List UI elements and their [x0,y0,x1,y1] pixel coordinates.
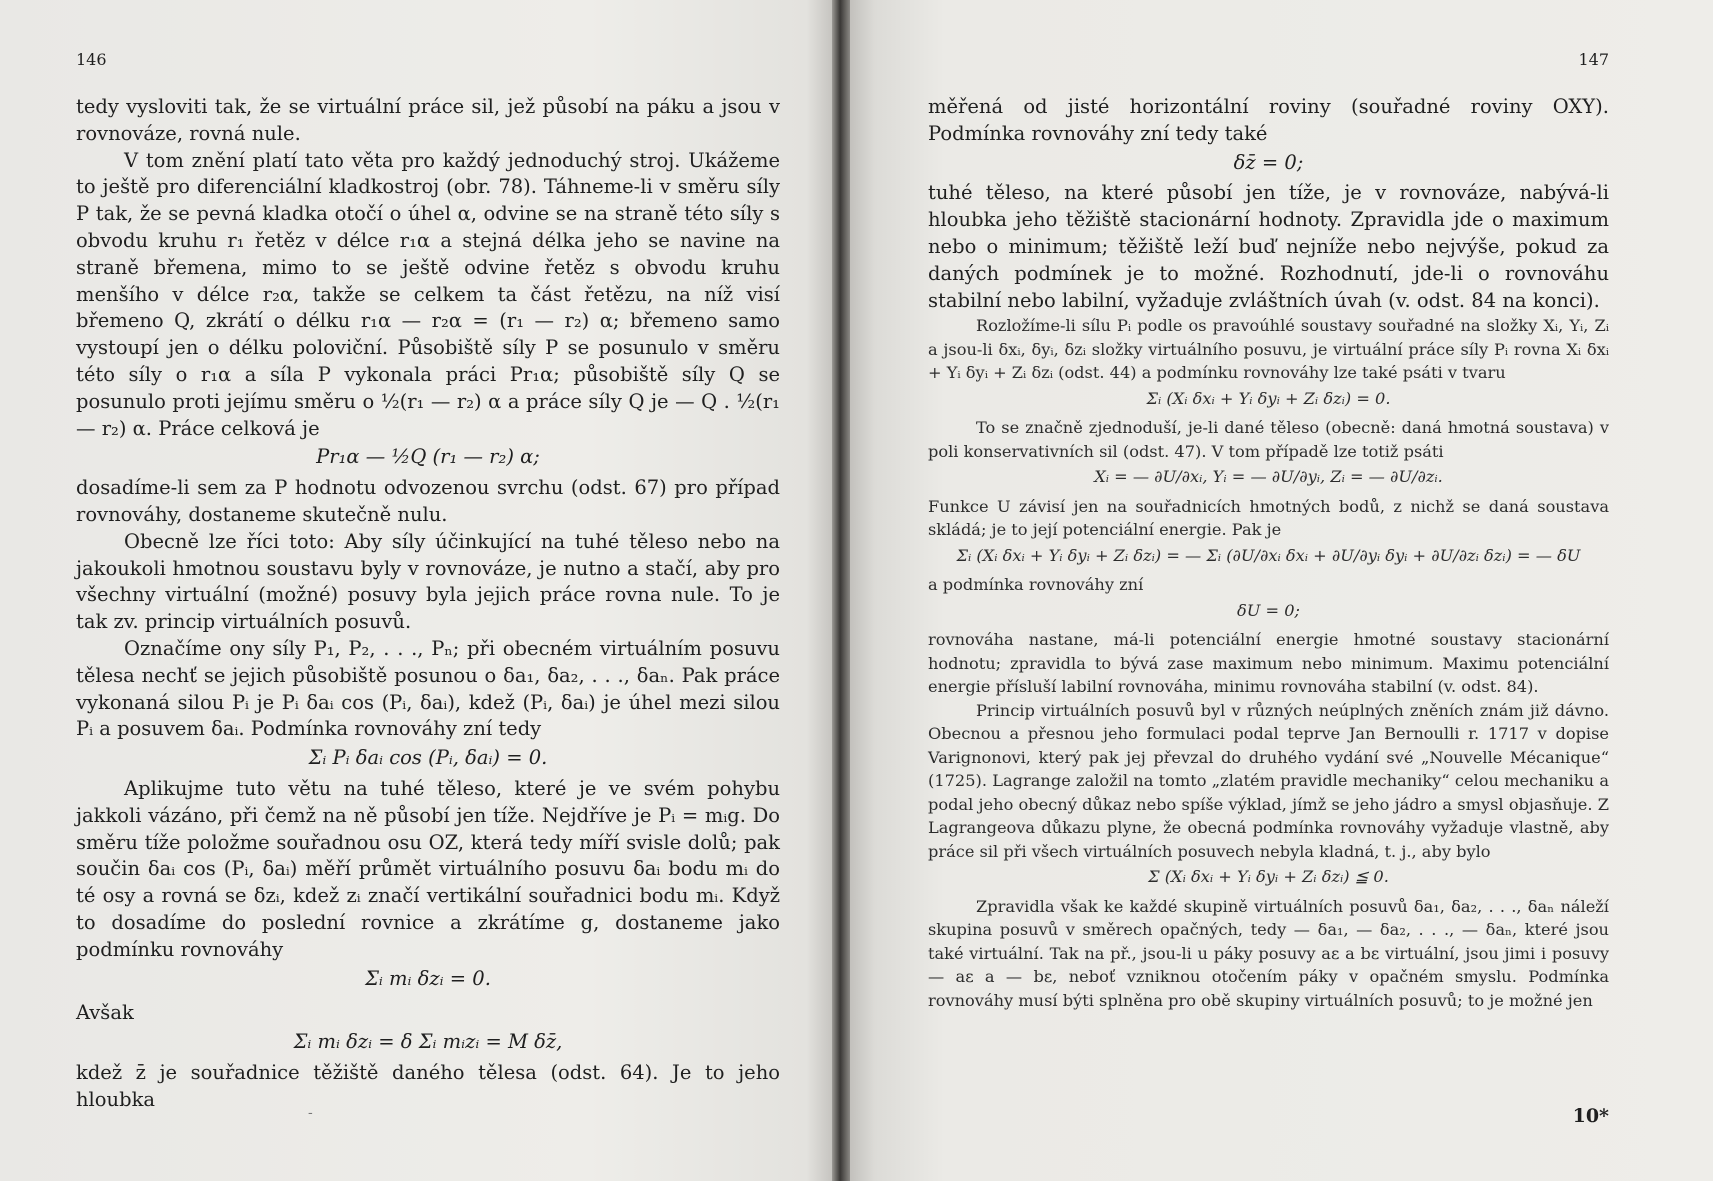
page-number-left: 146 [76,50,107,69]
paragraph: Obecně lze říci toto: Aby síly účinkující na tuhé těleso nebo na jakoukoli hmotnou soustavu byly v rovnováze, je nutno a stačí, aby pro všechny virtuální (možné) posuvy byla jejich práce rovna nule. To je tak zv. princip virtuálních posuvů. [76,529,780,634]
equation: δU = 0; [1237,600,1300,620]
paragraph: dosadíme-li sem za P hodnotu odvozenou svrchu (odst. 67) pro případ rovnováhy, dostaneme skutečně nulu. [76,476,780,526]
paragraph: Avšak [76,1001,134,1025]
paragraph: a podmínka rovnováhy zní [928,575,1144,595]
equation: δz̄ = 0; [1233,150,1304,174]
page-mark: - [308,1105,313,1121]
paragraph: To se značně zjednoduší, je-li dané těleso (obecně: daná hmotná soustava) v poli konservativních sil (odst. 47). V tom případě lze totiž psáti [928,418,1609,461]
paragraph: Rozložíme-li sílu Pᵢ podle os pravoúhlé soustavy souřadné na složky Xᵢ, Yᵢ, Zᵢ a jsou-li δxᵢ, δyᵢ, δzᵢ složky virtuálního posuvu, je virtuální práce síly Pᵢ rovna Xᵢ δxᵢ + Yᵢ δyᵢ + Zᵢ δzᵢ (odst. 44) a podmínku rovnováhy lze také psáti v tvaru [928,316,1609,383]
equation: Σᵢ mᵢ δzᵢ = 0. [365,966,491,990]
book-gutter [832,0,850,1181]
left-page [0,0,840,1181]
paragraph: tedy vysloviti tak, že se virtuální práce sil, jež působí na páku a jsou v rovnováze, rovná nule. [76,95,780,145]
equation: Σ (Xᵢ δxᵢ + Yᵢ δyᵢ + Zᵢ δzᵢ) ≦ 0. [1148,867,1389,887]
right-page [840,0,1713,1181]
paragraph: měřená od jisté horizontální roviny (souřadné roviny OXY). Podmínka rovnováhy zní tedy také [928,95,1609,145]
signature-mark: 10* [1572,1105,1609,1127]
right-page-text [928,94,1609,1012]
left-page-text [76,94,780,1113]
paragraph: Princip virtuálních posuvů byl v různých neúplných zněních znám již dávno. Obecnou a přesnou jeho formulaci podal teprve Jan Bernoulli r. 1717 v dopise Varignonovi, který pak jej převzal do druhého vydání své „Nouvelle Mécanique“ (1725). Lagrange založil na tomto „zlatém pravidle mechaniky“ celou mechaniku a podal jeho obecný důkaz nebo spíše výklad, jímž se jeho jádro a smysl objasňuje. Z Lagrangeova důkazu plyne, že obecná podmínka rovnováhy vyžaduje vlastně, aby práce sil při všech virtuálních posuvech nebyla kladná, t. j., aby bylo [928,700,1609,861]
equation: Pr₁α — ½Q (r₁ — r₂) α; [316,445,540,469]
equation: Σᵢ mᵢ δzᵢ = δ Σᵢ mᵢzᵢ = M δz̄, [293,1030,563,1054]
paragraph: Zpravidla však ke každé skupině virtuálních posuvů δa₁, δa₂, . . ., δaₙ náleží skupina posuvů v směrech opačných, tedy — δa₁, — δa₂, . . ., — δaₙ, které jsou také virtuální. Tak na př., jsou-li u páky posuvy aε a bε virtuální, jsou jimi i posuvy — aε a — bε, neboť vzniknou otočením páky v opačném smyslu. Podmínka rovnováhy musí býti splněna pro obě skupiny virtuálních posuvů; to je možné jen [928,896,1609,1010]
equation: Σᵢ (Xᵢ δxᵢ + Yᵢ δyᵢ + Zᵢ δzᵢ) = — Σᵢ (∂U/∂xᵢ δxᵢ + ∂U/∂yᵢ δyᵢ + ∂U/∂zᵢ δzᵢ) = — δU [956,545,1581,565]
equation: Σᵢ Pᵢ δaᵢ cos (Pᵢ, δaᵢ) = 0. [308,746,548,770]
equation: Xᵢ = — ∂U/∂xᵢ, Yᵢ = — ∂U/∂yᵢ, Zᵢ = — ∂U/∂zᵢ. [1094,467,1443,487]
paragraph: Funkce U závisí jen na souřadnicích hmotných bodů, z nichž se daná soustava skládá; je to její potenciální energie. Pak je [928,496,1609,540]
page-number-right: 147 [1578,50,1609,69]
paragraph: rovnováha nastane, má-li potenciální energie hmotné soustavy stacionární hodnotu; zpravidla to bývá zase maximum nebo minimum. Maximu potenciální energie přísluší labilní rovnováha, minimu rovnováha stabilní (v. odst. 84). [928,630,1609,697]
paragraph: kdež z̄ je souřadnice těžiště daného tělesa (odst. 64). Je to jeho hloubka [76,1060,780,1111]
paragraph: tuhé těleso, na které působí jen tíže, je v rovnováze, nabývá-li hloubka jeho těžiště stacionární hodnoty. Zpravidla jde o maximum nebo o minimum; těžiště leží buď nejníže nebo nejvýše, pokud za daných podmínek je to možné. Rozhodnutí, jde-li o rovnováhu stabilní nebo labilní, vyžaduje zvláštních úvah (v. odst. 84 na konci). [928,181,1609,312]
equation: Σᵢ (Xᵢ δxᵢ + Yᵢ δyᵢ + Zᵢ δzᵢ) = 0. [1146,388,1391,408]
paragraph: Označíme ony síly P₁, P₂, . . ., Pₙ; při obecném virtuálním posuvu tělesa nechť se jejich působiště posunou o δa₁, δa₂, . . ., δaₙ. Pak práce vykonaná silou Pᵢ je Pᵢ δaᵢ cos (Pᵢ, δaᵢ), kdež (Pᵢ, δaᵢ) je úhel mezi silou Pᵢ a posuvem δaᵢ. Podmínka rovnováhy zní tedy [76,636,780,741]
paragraph: Aplikujme tuto větu na tuhé těleso, které je ve svém pohybu jakkoli vázáno, při čemž na ně působí jen tíže. Nejdříve je Pᵢ = mᵢg. Do směru tíže položme souřadnou osu OZ, která tedy míří svisle dolů; pak součin δaᵢ cos (Pᵢ, δaᵢ) měří průmět virtuálního posuvu δaᵢ bodu mᵢ do té osy a rovná se δzᵢ, kdež zᵢ značí vertikální souřadnici bodu mᵢ. Když to dosadíme do poslední rovnice a zkrátíme g, dostaneme jako podmínku rovnováhy [76,776,780,961]
paragraph: V tom znění platí tato věta pro každý jednoduchý stroj. Ukážeme to ještě pro diferenciální kladkostroj (obr. 78). Táhneme-li v směru síly P tak, že se pevná kladka otočí o úhel α, odvine se na straně této síly s obvodu kruhu r₁ řetěz v délce r₁α a stejná délka jeho se navine na straně břemena, mimo to se ještě odvine řetěz s obvodu kruhu menšího v délce r₂α, takže se celkem ta část řetězu, na níž visí břemeno Q, zkrátí o délku r₁α — r₂α = (r₁ — r₂) α; břemeno samo vystoupí jen o délku poloviční. Působiště síly P se posunulo v směru této síly o r₁α a síla P vykonala práci Pr₁α; působiště síly Q se posunulo proti jejímu směru o ½(r₁ — r₂) α a práce síly Q je — Q . ½(r₁ — r₂) α. Práce celková je [76,148,780,440]
